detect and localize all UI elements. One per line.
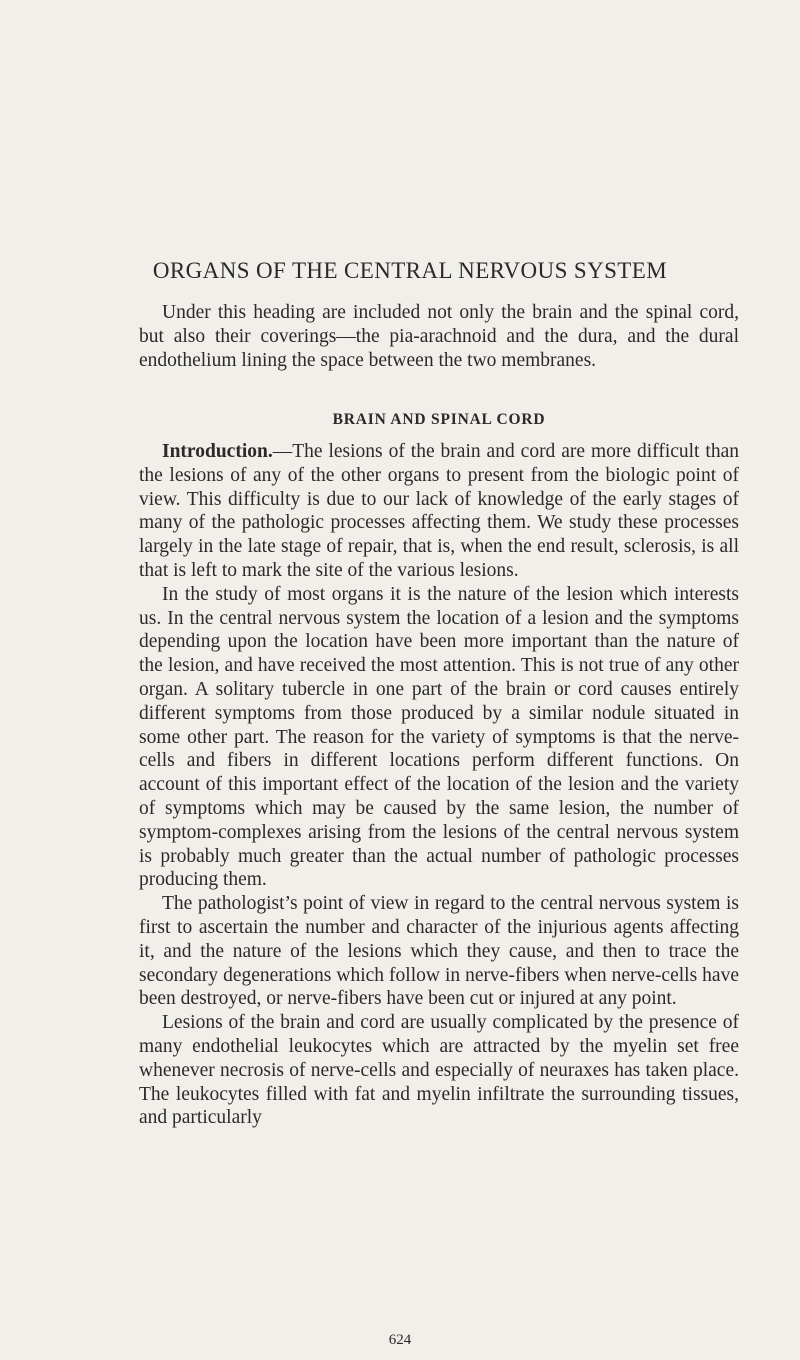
body-paragraph-2: In the study of most organs it is the nature of the lesion which interests us. In the central nervous system the location of a lesion and the symptoms depending upon the location have been more important than the nature of the lesion, and have received the most attention. This is not true of any other organ. A solitary tubercle in one part of the brain or cord causes entirely different symptoms from those produced by a similar nodule situated in some other part. The reason for the variety of symptoms is that the nerve-cells and fibers in different locations perform different functions. On account of this important effect of the location of the lesion and the variety of symptoms which may be caused by the same lesion, the number of symptom-complexes arising from the lesions of the central nervous system is probably much greater than the actual number of pathologic processes producing them.: [139, 583, 739, 891]
section-body: [139, 440, 739, 1340]
body-paragraph-4: Lesions of the brain and cord are usually complicated by the presence of many endothelial leukocytes which are attracted by the myelin set free whenever necrosis of nerve-cells and especially of neuraxes has taken place. The leukocytes filled with fat and myelin infiltrate the surrounding tissues, and particularly: [139, 1012, 739, 1129]
chapter-title: ORGANS OF THE CENTRAL NERVOUS SYSTEM: [152, 258, 668, 283]
body-paragraph-1: [139, 440, 739, 583]
introduction-runin-heading: Introduction.: [162, 441, 273, 462]
chapter-intro-paragraph: Under this heading are included not only the brain and the spinal cord, but also their coverings—the pia-arachnoid and the dura, and the dural endothelium lining the space between the two membranes.: [139, 302, 739, 371]
section-heading: BRAIN AND SPINAL CORD: [332, 411, 546, 428]
page-number: 624: [388, 1332, 412, 1348]
body-paragraph-1-text: —The lesions of the brain and cord are more difficult than the lesions of any of the other organs to present from the biologic point of view. This difficulty is due to our lack of knowledge of the early stages of many of the pathologic processes affecting them. We study these processes largely in the late stage of repair, that is, when the end result, sclerosis, is all that is left to mark the site of the various lesions.: [139, 441, 739, 581]
body-paragraph-3: The pathologist’s point of view in regard to the central nervous system is first to ascertain the number and character of the injurious agents affecting it, and the nature of the lesions which they cause, and then to trace the secondary degenerations which follow in nerve-fibers when nerve-cells have been destroyed, or nerve-fibers have been cut or injured at any point.: [139, 893, 739, 1010]
chapter-intro-block: [139, 301, 739, 397]
